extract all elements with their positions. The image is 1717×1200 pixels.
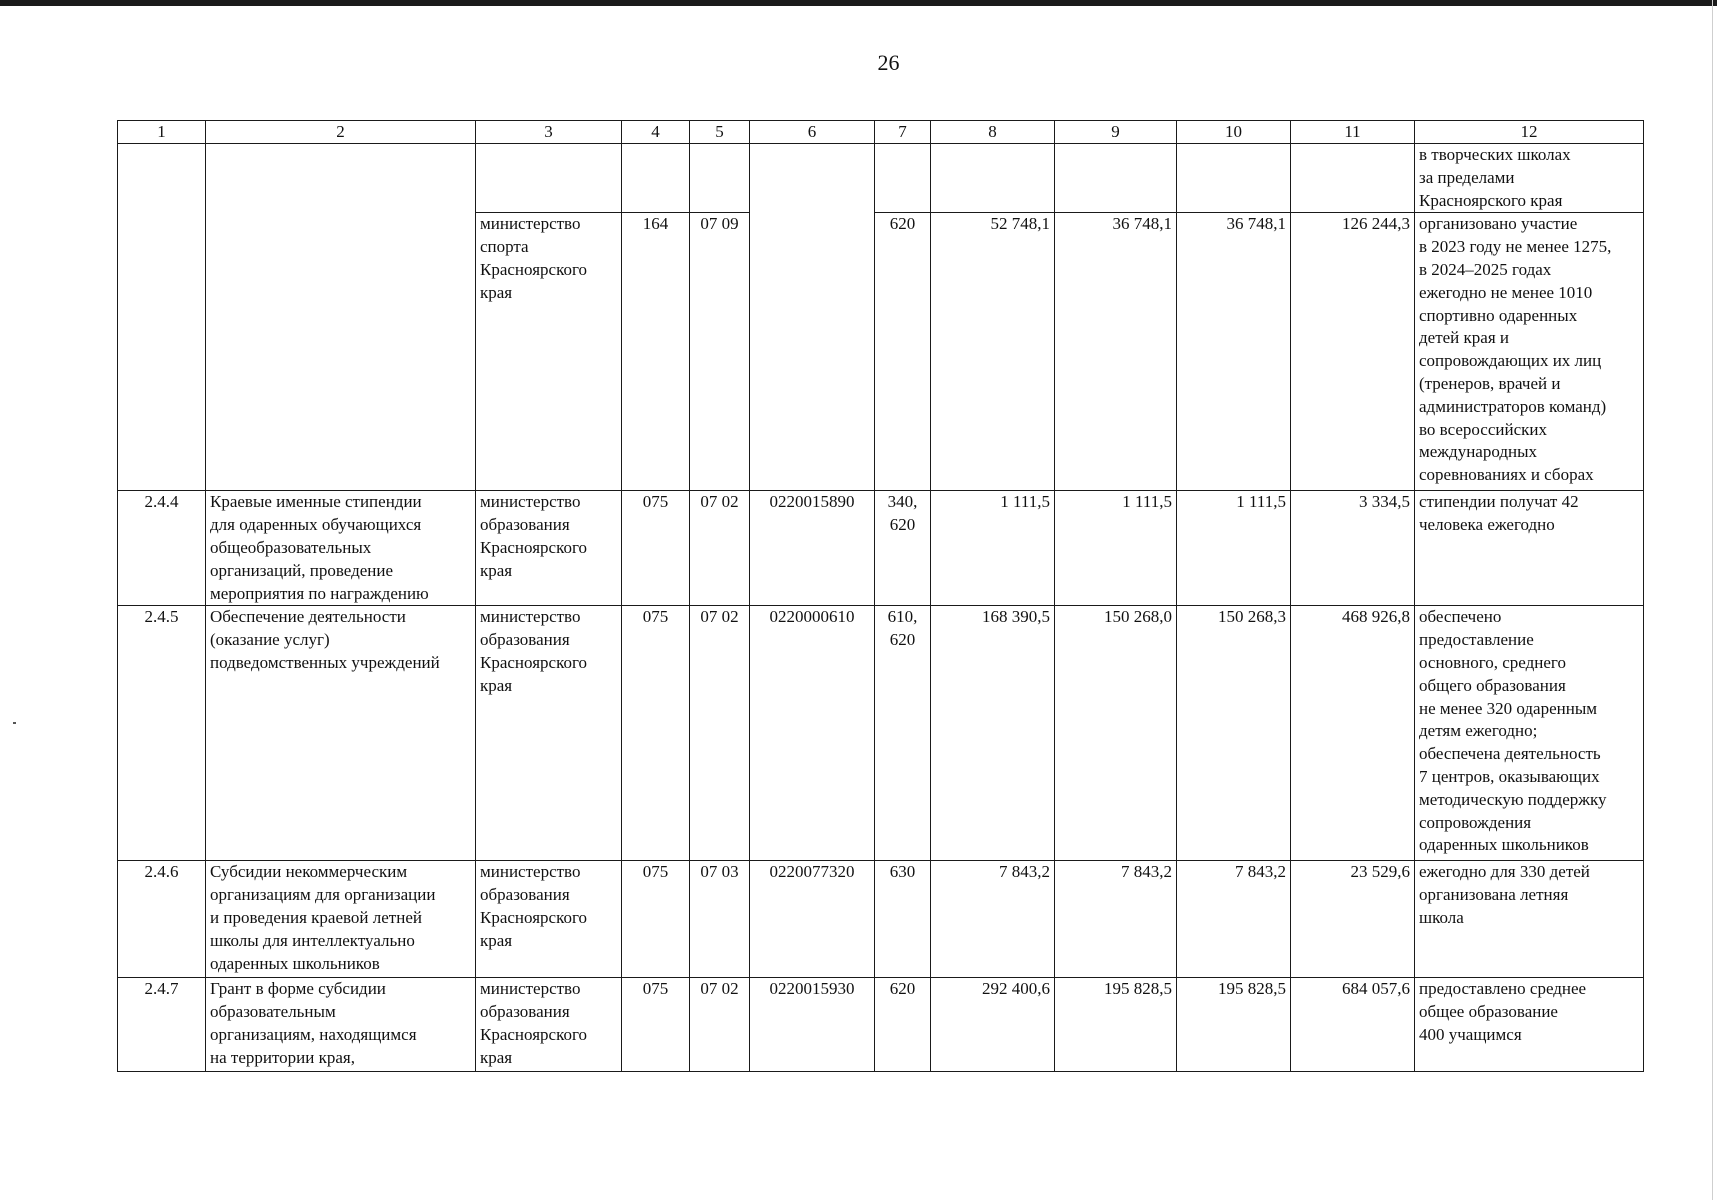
cell-rzpr: 07 02 <box>690 978 750 1072</box>
cell-year-2023: 168 390,5 <box>931 606 1055 861</box>
header-col-9: 9 <box>1055 121 1177 144</box>
table-row <box>118 978 1644 1072</box>
cell-measure: Субсидии некоммерческим организациям для организации и проведения краевой летней школы для интеллектуально одаренных школьников <box>206 861 476 978</box>
cell-rzpr: 07 03 <box>690 861 750 978</box>
table-row <box>118 213 1644 491</box>
cell-vr: 620 <box>875 978 931 1072</box>
header-col-8: 8 <box>931 121 1055 144</box>
cell-number: 2.4.7 <box>118 978 206 1072</box>
cell-administrator: министерство образования Красноярского края <box>476 978 622 1072</box>
page-number: 26 <box>877 50 900 75</box>
cell-rzpr: 07 02 <box>690 606 750 861</box>
cell-total <box>1291 144 1415 213</box>
margin-mark <box>13 722 16 724</box>
cell-administrator: министерство спорта Красноярского края <box>476 213 622 491</box>
cell-year-2025 <box>1177 144 1291 213</box>
cell-vr: 620 <box>875 213 931 491</box>
cell-year-2023: 7 843,2 <box>931 861 1055 978</box>
cell-year-2025: 1 111,5 <box>1177 491 1291 606</box>
cell-vr: 630 <box>875 861 931 978</box>
cell-year-2024: 195 828,5 <box>1055 978 1177 1072</box>
cell-number: 2.4.6 <box>118 861 206 978</box>
cell-year-2025: 150 268,3 <box>1177 606 1291 861</box>
cell-vr <box>875 144 931 213</box>
cell-number: 2.4.5 <box>118 606 206 861</box>
cell-result: предоставлено среднее общее образование 400 учащимся <box>1415 978 1644 1072</box>
cell-year-2023 <box>931 144 1055 213</box>
cell-result: ежегодно для 330 детей организована летняя школа <box>1415 861 1644 978</box>
cell-administrator <box>476 144 622 213</box>
cell-result: обеспечено предоставление основного, среднего общего образования не менее 320 одаренным детям ежегодно; обеспечена деятельность 7 центров, оказывающих методическую поддержку сопровождения одаренных школьников <box>1415 606 1644 861</box>
cell-year-2024: 36 748,1 <box>1055 213 1177 491</box>
page-right-edge <box>1712 0 1713 1200</box>
cell-grbs: 075 <box>622 861 690 978</box>
cell-year-2023: 1 111,5 <box>931 491 1055 606</box>
budget-table <box>117 120 1644 1072</box>
cell-grbs: 164 <box>622 213 690 491</box>
cell-year-2025: 7 843,2 <box>1177 861 1291 978</box>
cell-result: стипендии получат 42 человека ежегодно <box>1415 491 1644 606</box>
cell-measure <box>206 144 476 213</box>
cell-year-2025: 36 748,1 <box>1177 213 1291 491</box>
cell-result: организовано участие в 2023 году не менее 1275, в 2024–2025 годах ежегодно не менее 1010 спортивно одаренных детей края и сопровождающих их лиц (тренеров, врачей и администраторов команд) во всероссийских международных соревнованиях и сборах <box>1415 213 1644 491</box>
cell-csr <box>750 144 875 213</box>
table-body <box>118 144 1644 1072</box>
cell-number <box>118 144 206 213</box>
cell-grbs: 075 <box>622 491 690 606</box>
cell-csr: 0220077320 <box>750 861 875 978</box>
cell-csr: 0220015930 <box>750 978 875 1072</box>
cell-number: 2.4.4 <box>118 491 206 606</box>
table-header <box>118 121 1644 144</box>
cell-total: 684 057,6 <box>1291 978 1415 1072</box>
table-row <box>118 861 1644 978</box>
cell-total: 126 244,3 <box>1291 213 1415 491</box>
cell-measure <box>206 213 476 491</box>
header-col-12: 12 <box>1415 121 1644 144</box>
cell-year-2023: 292 400,6 <box>931 978 1055 1072</box>
cell-measure: Краевые именные стипендии для одаренных обучающихся общеобразовательных организаций, проведение мероприятия по награждению <box>206 491 476 606</box>
cell-administrator: министерство образования Красноярского края <box>476 861 622 978</box>
table-row <box>118 491 1644 606</box>
cell-grbs: 075 <box>622 978 690 1072</box>
cell-rzpr: 07 02 <box>690 491 750 606</box>
header-col-11: 11 <box>1291 121 1415 144</box>
header-col-10: 10 <box>1177 121 1291 144</box>
cell-year-2024: 1 111,5 <box>1055 491 1177 606</box>
cell-total: 468 926,8 <box>1291 606 1415 861</box>
cell-csr: 0220015890 <box>750 491 875 606</box>
cell-vr: 610, 620 <box>875 606 931 861</box>
cell-rzpr <box>690 144 750 213</box>
cell-administrator: министерство образования Красноярского края <box>476 606 622 861</box>
cell-vr: 340, 620 <box>875 491 931 606</box>
page-top-border <box>0 0 1717 6</box>
cell-csr <box>750 213 875 491</box>
cell-year-2023: 52 748,1 <box>931 213 1055 491</box>
cell-administrator: министерство образования Красноярского края <box>476 491 622 606</box>
cell-result: в творческих школах за пределами Красноярского края <box>1415 144 1644 213</box>
cell-year-2024: 150 268,0 <box>1055 606 1177 861</box>
header-col-1: 1 <box>118 121 206 144</box>
cell-year-2024: 7 843,2 <box>1055 861 1177 978</box>
header-col-4: 4 <box>622 121 690 144</box>
header-col-7: 7 <box>875 121 931 144</box>
cell-grbs: 075 <box>622 606 690 861</box>
cell-total: 3 334,5 <box>1291 491 1415 606</box>
cell-measure: Обеспечение деятельности (оказание услуг) подведомственных учреждений <box>206 606 476 861</box>
cell-total: 23 529,6 <box>1291 861 1415 978</box>
cell-number <box>118 213 206 491</box>
header-col-3: 3 <box>476 121 622 144</box>
cell-grbs <box>622 144 690 213</box>
cell-csr: 0220000610 <box>750 606 875 861</box>
cell-year-2025: 195 828,5 <box>1177 978 1291 1072</box>
header-col-6: 6 <box>750 121 875 144</box>
header-col-5: 5 <box>690 121 750 144</box>
cell-rzpr: 07 09 <box>690 213 750 491</box>
header-col-2: 2 <box>206 121 476 144</box>
table-row <box>118 606 1644 861</box>
cell-year-2024 <box>1055 144 1177 213</box>
cell-measure: Грант в форме субсидии образовательным организациям, находящимся на территории края, <box>206 978 476 1072</box>
table-row <box>118 144 1644 213</box>
header-row <box>118 121 1644 144</box>
